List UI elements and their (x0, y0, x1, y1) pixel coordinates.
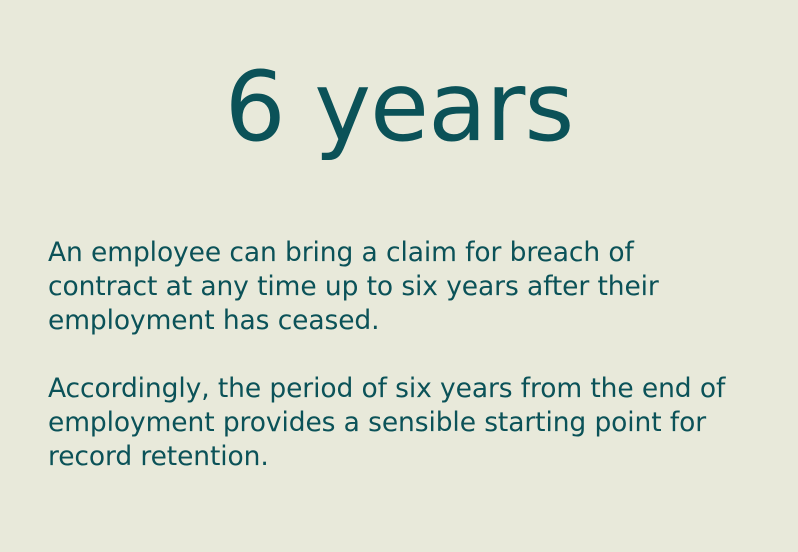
body-text-block (48, 236, 748, 474)
body-paragraph-1: An employee can bring a claim for breach of contract at any time up to six years after their employment has ceased. (48, 237, 659, 337)
body-paragraph-2: Accordingly, the period of six years from the end of employment provides a sensible starting point for record retention. (48, 372, 726, 472)
page-title: 6 years (224, 51, 574, 163)
